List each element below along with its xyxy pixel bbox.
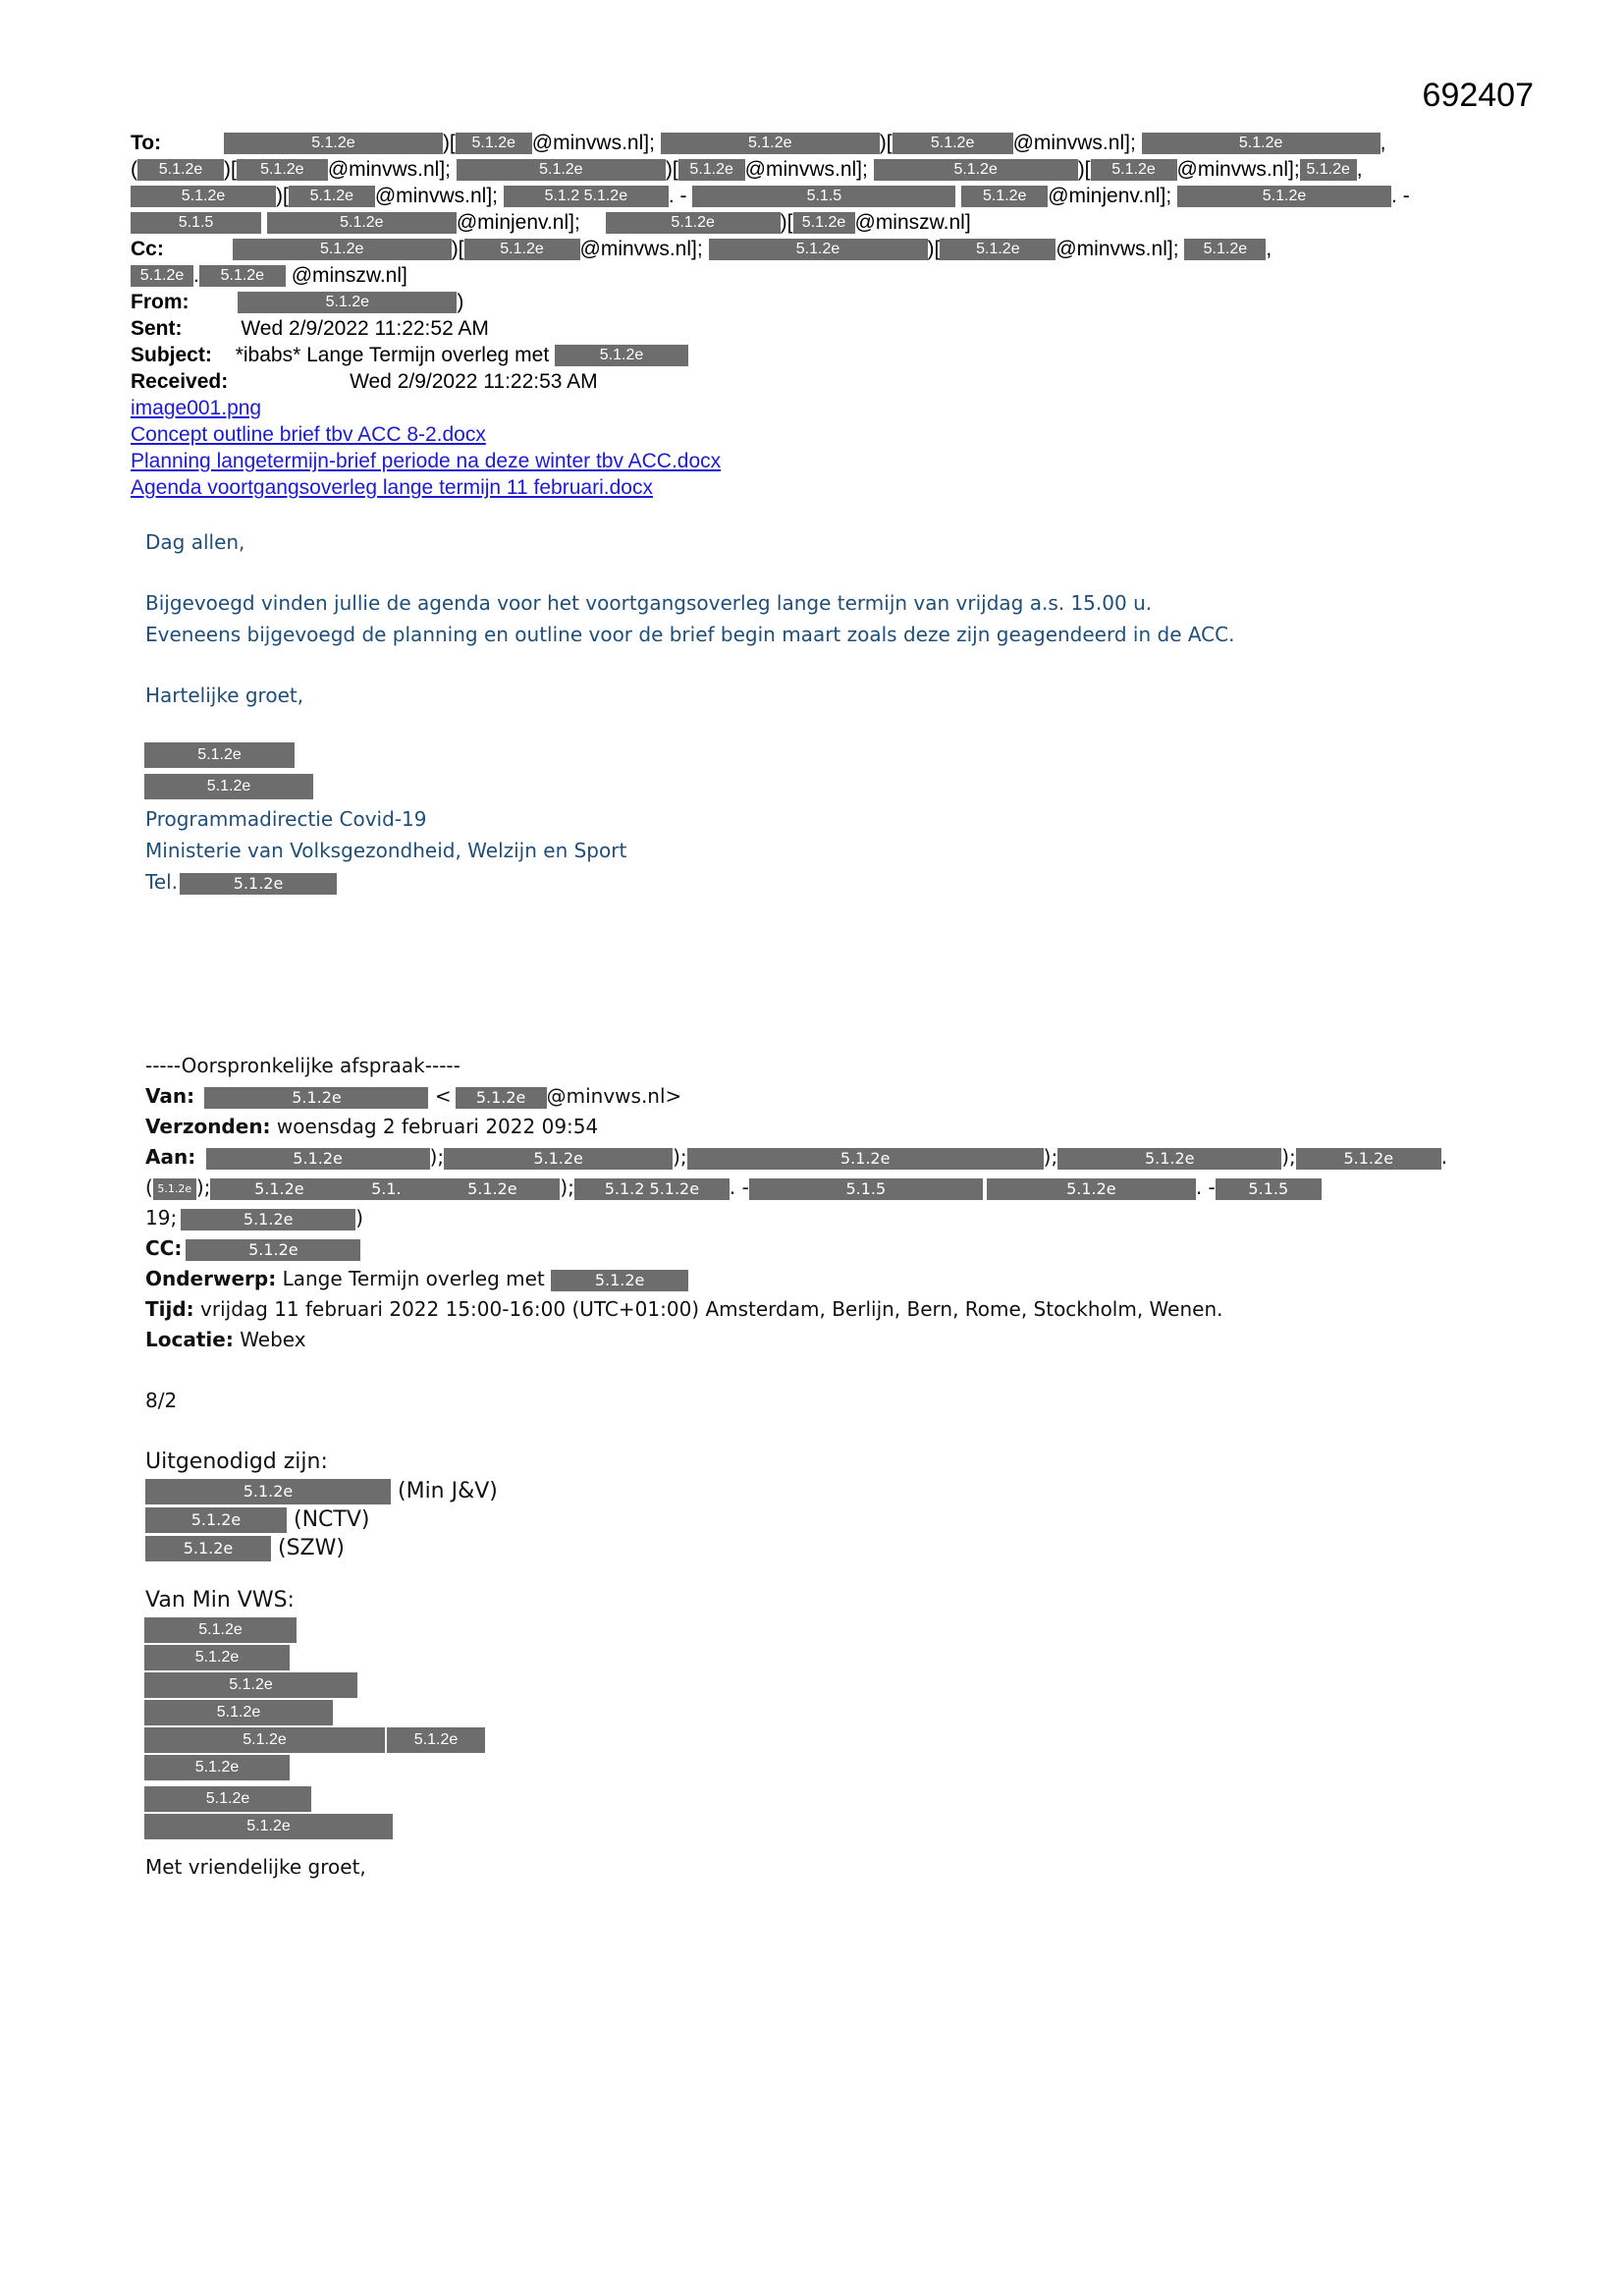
redaction: 5.1.2e [131, 186, 276, 207]
redaction: 5.1. [348, 1178, 424, 1200]
van-line: Van: 5.1.2e < 5.1.2e @minvws.nl> [145, 1084, 682, 1108]
redaction: 5.1.2e [289, 186, 375, 207]
attachment-link[interactable]: Concept outline brief tbv ACC 8-2.docx [131, 423, 486, 446]
invited-row: 5.1.2e (Min J&V) [145, 1476, 498, 1506]
redaction: 5.1.2e [424, 1178, 560, 1200]
redaction: 5.1.2e [206, 1148, 430, 1170]
redaction: 5.1.2e [224, 133, 443, 154]
invited-row: 5.1.2e (NCTV) [145, 1504, 369, 1535]
redaction: 5.1.2e [1142, 133, 1380, 154]
received-line [131, 368, 598, 395]
redaction: 5.1.2e [131, 265, 193, 287]
redaction: 5.1.2e [144, 1727, 385, 1753]
redaction: 5.1.2e [661, 133, 880, 154]
received-value: Wed 2/9/2022 11:22:53 AM [350, 370, 598, 393]
closing: Hartelijke groet, [145, 683, 304, 707]
cc-line-1: Cc: 5.1.2e )[ 5.1.2e @minvws.nl]; 5.1.2e )[ 5.1.2e @minvws.nl]; 5.1.2e , [131, 238, 1272, 260]
email-domain: @minvws.nl]; [579, 238, 703, 260]
redaction: 5.1.2e [144, 1672, 357, 1698]
body-line-1: Bijgevoegd vinden jullie de agenda voor het voortgangsoverleg lange termijn van vrijdag a.s. 15.00 u. [145, 591, 1153, 615]
email-domain: @minvws.nl]; [1056, 238, 1179, 260]
subject-value: *ibabs* Lange Termijn overleg met [235, 344, 550, 366]
body-line-2: Eveneens bijgevoegd de planning en outline voor de brief begin maart zoals deze zijn geagendeerd in de ACC. [145, 623, 1235, 646]
subject-line [131, 342, 688, 368]
redaction: 5.1.2e [606, 212, 781, 234]
redaction: 5.1.2e [1184, 239, 1266, 260]
cc-label: Cc: [131, 238, 164, 260]
redaction: 5.1.2 5.1.2e [574, 1178, 730, 1200]
email-domain: @minszw.nl] [291, 264, 407, 287]
email-domain: @minszw.nl] [854, 211, 971, 234]
redaction: 5.1.2e [1177, 186, 1391, 207]
cc-line-2: 5.1.2e . 5.1.2e @minszw.nl] [131, 262, 407, 289]
redaction: 5.1.2e [145, 1479, 391, 1504]
redaction: 5.1.2e [199, 265, 286, 287]
attachment-link[interactable]: Planning langetermijn-brief periode na deze winter tbv ACC.docx [131, 450, 722, 472]
to-label: To: [131, 132, 162, 154]
greeting: Dag allen, [145, 530, 245, 554]
redaction: 5.1.2e [233, 239, 452, 260]
redaction: 5.1.2e [961, 186, 1048, 207]
signature-tel: Tel. 5.1.2e [145, 866, 337, 898]
redaction: 5.1.2e [144, 1700, 333, 1725]
redaction: 5.1.2e [893, 133, 1013, 154]
redaction: 5.1.2e [387, 1727, 485, 1753]
subject-label: Subject: [131, 344, 212, 366]
attachment-link[interactable]: image001.png [131, 397, 262, 419]
redaction: 5.1.2e [144, 742, 295, 770]
redaction: 5.1.2e [144, 1645, 290, 1670]
redaction: 5.1.5 [1216, 1178, 1322, 1200]
vws-label: Van Min VWS: [145, 1588, 295, 1613]
redaction: 5.1.2e [204, 1087, 428, 1109]
redaction: 5.1.2e [444, 1148, 673, 1170]
email-domain: @minvws.nl]; [374, 185, 498, 207]
redaction: 5.1.2e [456, 133, 532, 154]
redaction: 5.1.2e [181, 1209, 355, 1230]
verzonden-line: Verzonden: woensdag 2 februari 2022 09:54 [145, 1115, 599, 1138]
vws-list [144, 1617, 485, 1841]
redaction: 5.1.2e [153, 1178, 196, 1200]
redaction: 5.1.2e [210, 1178, 348, 1200]
to-line-4: 5.1.5 5.1.2e @minjenv.nl]; 5.1.2e )[ 5.1.2e @minszw.nl] [131, 209, 971, 236]
redaction: 5.1.2e [1296, 1148, 1441, 1170]
redaction: 5.1.2e [237, 159, 328, 181]
signature-ministry: Ministerie van Volksgezondheid, Welzijn en Sport [145, 839, 627, 862]
invited-row: 5.1.2e (SZW) [145, 1533, 345, 1563]
redaction: 5.1.2e [709, 239, 928, 260]
redaction: 5.1.2e [145, 1507, 287, 1533]
onderwerp-line: Onderwerp: Lange Termijn overleg met 5.1.2e [145, 1264, 688, 1294]
redaction: 5.1.2e [144, 774, 313, 801]
redaction: 5.1.2e [180, 873, 337, 895]
invited-label: Uitgenodigd zijn: [145, 1449, 328, 1474]
received-label: Received: [131, 370, 229, 393]
aan-line-2: ( 5.1.2e ); 5.1.2e 5.1. 5.1.2e ); 5.1.2 5.1.2e . - 5.1.5 5.1.2e . - 5.1.5 [145, 1173, 1322, 1203]
email-domain: @minjenv.nl]; [456, 211, 580, 234]
email-domain: @minvws.nl]; [327, 158, 451, 181]
from-line: From: 5.1.2e ) [131, 291, 464, 313]
separator: -----Oorspronkelijke afspraak----- [145, 1054, 460, 1077]
email-domain: @minvws.nl]; [744, 158, 868, 181]
email-domain: @minvws.nl]; [531, 132, 655, 154]
redaction: 5.1.2e [137, 159, 224, 181]
redaction: 5.1.2e [874, 159, 1078, 181]
redaction: 5.1.2e [464, 239, 580, 260]
redaction: 5.1.2e [145, 1536, 271, 1561]
email-domain: @minvws.nl]; [1176, 158, 1300, 181]
redaction: 5.1.2e [987, 1178, 1196, 1200]
sent-label: Sent: [131, 317, 183, 340]
redaction: 5.1.2e [940, 239, 1056, 260]
redaction: 5.1.2e [144, 1755, 290, 1780]
redaction: 5.1.2e [267, 212, 457, 234]
redaction: 5.1.2e [555, 345, 688, 366]
to-line-3: 5.1.2e )[ 5.1.2e @minvws.nl]; 5.1.2 5.1.2e . - 5.1.5 5.1.2e @minjenv.nl]; 5.1.2e . - [131, 183, 1410, 209]
redaction: 5.1.5 [131, 212, 261, 234]
signoff: Met vriendelijke groet, [145, 1855, 366, 1879]
redaction: 5.1.2e [144, 1617, 297, 1643]
redaction: 5.1.2e [238, 292, 457, 313]
sent-value: Wed 2/9/2022 11:22:52 AM [241, 317, 489, 340]
redaction: 5.1.2 5.1.2e [504, 186, 669, 207]
redaction: 5.1.2e [1057, 1148, 1281, 1170]
redaction: 5.1.2e [144, 1814, 393, 1839]
redaction: 5.1.5 [749, 1178, 983, 1200]
redaction: 5.1.2e [1091, 159, 1177, 181]
to-line-2: ( 5.1.2e )[ 5.1.2e @minvws.nl]; 5.1.2e )[ 5.1.2e @minvws.nl]; 5.1.2e )[ 5.1.2e @minvws.nl]; 5.1.2e , [131, 158, 1363, 181]
tijd-line: Tijd: vrijdag 11 februari 2022 15:00-16:00 (UTC+01:00) Amsterdam, Berlijn, Bern, Rome, Stockholm, Wenen. [145, 1297, 1223, 1321]
locatie-line: Locatie: Webex [145, 1328, 306, 1351]
sent-line [131, 315, 489, 342]
aan-line-1: Aan: 5.1.2e ); 5.1.2e ); 5.1.2e ); 5.1.2e ); 5.1.2e . [145, 1145, 1448, 1169]
signature-org: Programmadirectie Covid-19 [145, 807, 427, 831]
redaction: 5.1.2e [678, 159, 745, 181]
redaction: 5.1.2e [551, 1270, 688, 1291]
document-number: 692407 [1422, 77, 1534, 114]
redaction: 5.1.2e [457, 159, 666, 181]
email-domain: @minjenv.nl]; [1048, 185, 1172, 207]
cc-line: CC: 5.1.2e [145, 1233, 360, 1264]
aan-line-3: 19; 5.1.2e ) [145, 1206, 363, 1230]
redaction: 5.1.2e [687, 1148, 1044, 1170]
redaction: 5.1.2e [1300, 159, 1357, 181]
redaction: 5.1.2e [144, 1786, 311, 1812]
redaction: 5.1.2e [186, 1239, 360, 1261]
redaction: 5.1.2e [793, 212, 855, 234]
email-domain: @minvws.nl]; [1012, 132, 1136, 154]
redaction: 5.1.5 [692, 186, 955, 207]
date-note: 8/2 [145, 1389, 178, 1412]
to-line-1: To: 5.1.2e )[ 5.1.2e @minvws.nl]; 5.1.2e )[ 5.1.2e @minvws.nl]; 5.1.2e , [131, 132, 1386, 154]
attachment-link[interactable]: Agenda voortgangsoverleg lange termijn 11 februari.docx [131, 476, 653, 499]
redaction: 5.1.2e [456, 1087, 547, 1109]
from-label: From: [131, 291, 189, 313]
